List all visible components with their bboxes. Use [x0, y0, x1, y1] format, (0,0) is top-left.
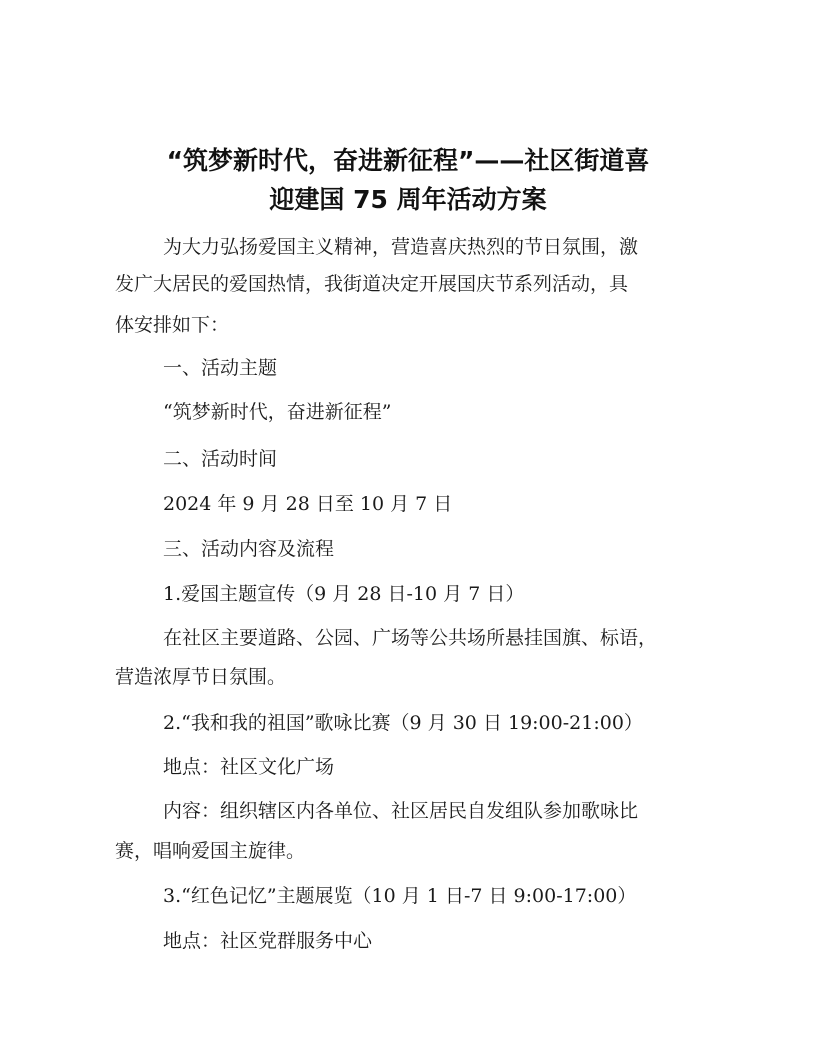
intro-paragraph-line1: 为大力弘扬爱国主义精神，营造喜庆热烈的节日氛围，激 [163, 236, 639, 258]
item1-text-line2: 营造浓厚节日氛围。 [115, 666, 287, 688]
section3-heading: 三、活动内容及流程 [163, 538, 335, 560]
item2-content-line1: 内容：组织辖区内各单位、社区居民自发组队参加歌咏比 [163, 800, 639, 822]
document-title-line2: 迎建国 75 周年活动方案 [269, 185, 547, 214]
section2-heading: 二、活动时间 [163, 448, 278, 470]
intro-paragraph-line3: 体安排如下： [115, 314, 230, 336]
item1-text-line1: 在社区主要道路、公园、广场等公共场所悬挂国旗、标语， [163, 627, 658, 649]
document-title-line1: “筑梦新时代，奋进新征程”——社区街道喜 [166, 146, 650, 175]
item2-heading: 2.“我和我的祖国”歌咏比赛（9 月 30 日 19:00-21:00） [163, 712, 643, 734]
item3-heading: 3.“红色记忆”主题展览（10 月 1 日-7 日 9:00-17:00） [163, 885, 637, 907]
section1-theme: “筑梦新时代，奋进新征程” [163, 401, 392, 423]
intro-paragraph-line2: 发广大居民的爱国热情，我街道决定开展国庆节系列活动，具 [115, 273, 629, 295]
item2-location: 地点：社区文化广场 [163, 756, 335, 778]
item3-location: 地点：社区党群服务中心 [163, 930, 373, 952]
section1-heading: 一、活动主题 [163, 357, 278, 379]
item1-heading: 1.爱国主题宣传（9 月 28 日-10 月 7 日） [163, 583, 525, 605]
item2-content-line2: 赛，唱响爱国主旋律。 [115, 840, 306, 862]
section2-time: 2024 年 9 月 28 日至 10 月 7 日 [163, 493, 453, 515]
